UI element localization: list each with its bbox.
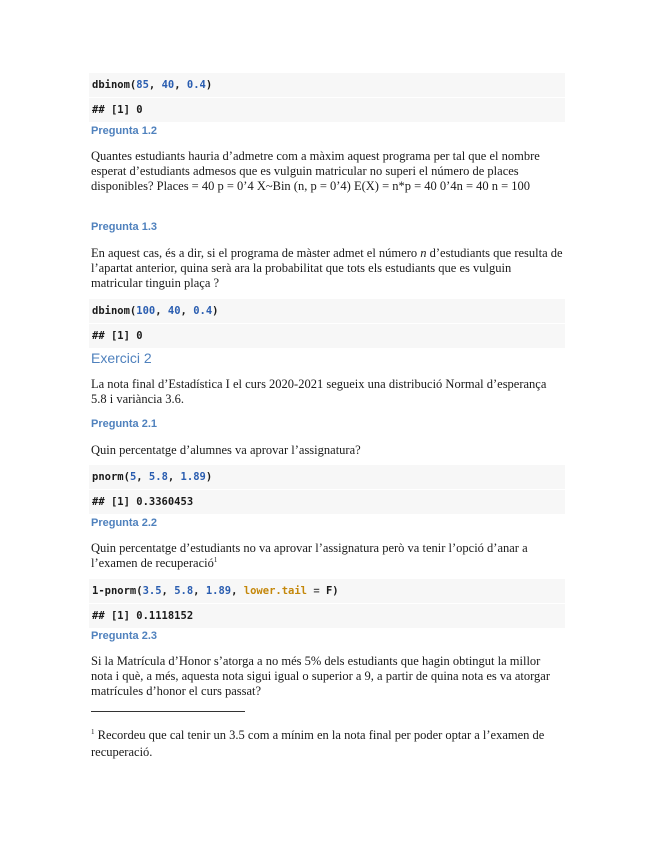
code-block-dbinom-100 (89, 299, 565, 323)
code-sep: , (193, 585, 206, 597)
text-part: d’estudiants que resulta de l’apartat anterior, quina serà ara la probabilitat que tots els estudiants que es vulguin matricular tinguin plaça ? (91, 246, 563, 290)
code-arg: 0.4 (193, 305, 213, 317)
code-arg: 85 (136, 79, 149, 91)
paragraph-pregunta-2-3: Si la Matrícula d’Honor s’atorga a no més 5% dels estudiants que hagin obtingut la millor nota i què, a més, aquesta nota sigui igual o superior a 9, a partir de quina nota es va atorgar matrícules d’honor el curs passat? (91, 654, 551, 698)
code-sep: , (161, 585, 175, 597)
paragraph-pregunta-2-2 (91, 541, 563, 571)
heading-pregunta-2-2: Pregunta 2.2 (91, 517, 158, 529)
code-close: ) (205, 471, 213, 483)
footnote (91, 727, 563, 761)
code-arg: 1.89 (205, 585, 232, 597)
code-close: ) (212, 305, 219, 317)
code-arg: 1.89 (180, 471, 206, 483)
heading-pregunta-1-3: Pregunta 1.3 (91, 221, 158, 233)
code-value: F (325, 585, 333, 597)
code-sep: , (167, 471, 181, 483)
code-block-dbinom-85 (89, 73, 565, 97)
code-sep: , (136, 471, 149, 483)
code-block-pnorm (89, 465, 565, 489)
code-output-3: ## [1] 0.3360453 (89, 490, 565, 514)
heading-pregunta-1-2: Pregunta 1.2 (91, 125, 158, 137)
code-fn: dbinom( (92, 79, 137, 91)
heading-exercici-2: Exercici 2 (91, 350, 152, 366)
code-arg: 5.8 (174, 585, 194, 597)
code-arg: 0.4 (186, 79, 206, 91)
heading-pregunta-2-1: Pregunta 2.1 (91, 418, 158, 430)
code-block-1-pnorm (89, 579, 565, 603)
code-output-2: ## [1] 0 (89, 324, 565, 348)
code-output-1: ## [1] 0 (89, 98, 565, 122)
code-arg: 40 (167, 305, 181, 317)
code-arg: 3.5 (142, 585, 162, 597)
footnote-number: 1 (91, 727, 95, 736)
paragraph-pregunta-1-2: Quantes estudiants hauria d’admetre com a màxim aquest programa per tal que el nombre esperat d’estudiants admesos que es vulguin matricular no superi el número de places disponibles? Places = 40 p = 0’4 X~Bin (n, p = 0’4) E(X) = n*p = 40 0’4n = 40 n = 100 (91, 149, 540, 193)
math-variable: n (420, 246, 427, 260)
code-sep: , (174, 79, 187, 91)
code-sep: , (148, 79, 162, 91)
code-close: ) (205, 79, 213, 91)
code-fn: pnorm( (92, 471, 130, 483)
footnote-ref: 1 (213, 555, 218, 564)
code-output-4: ## [1] 0.1118152 (89, 604, 565, 628)
code-arg: 5 (129, 471, 137, 483)
code-sep: , (231, 585, 244, 597)
paragraph-exercici-2: La nota final d’Estadística I el curs 2020-2021 segueix una distribució Normal d’esperança 5.8 i variància 3.6. (91, 377, 547, 406)
code-arg: 5.8 (148, 471, 168, 483)
code-fn: dbinom( (92, 305, 137, 317)
code-sep: , (155, 305, 168, 317)
code-fn: 1-pnorm( (92, 585, 143, 597)
footnote-text: Recordeu que cal tenir un 3.5 com a mínim en la nota final per poder optar a l’examen de recuperació. (91, 728, 545, 759)
code-arg: 40 (161, 79, 175, 91)
code-arg: 100 (136, 305, 156, 317)
heading-pregunta-2-3: Pregunta 2.3 (91, 630, 158, 642)
footnote-divider (91, 711, 245, 712)
code-close: ) (332, 585, 339, 597)
paragraph-pregunta-2-1: Quin percentatge d’alumnes va aprovar l’assignatura? (91, 443, 361, 457)
code-op: = (307, 585, 326, 597)
code-named-arg: lower.tail (243, 585, 307, 597)
paragraph-pregunta-1-3 (91, 246, 563, 291)
text-part: En aquest cas, és a dir, si el programa de màster admet el número (91, 246, 421, 260)
code-sep: , (180, 305, 194, 317)
text-part: Quin percentatge d’estudiants no va aprovar l’assignatura però va tenir l’opció d’anar a l’examen de recuperació (91, 541, 528, 570)
